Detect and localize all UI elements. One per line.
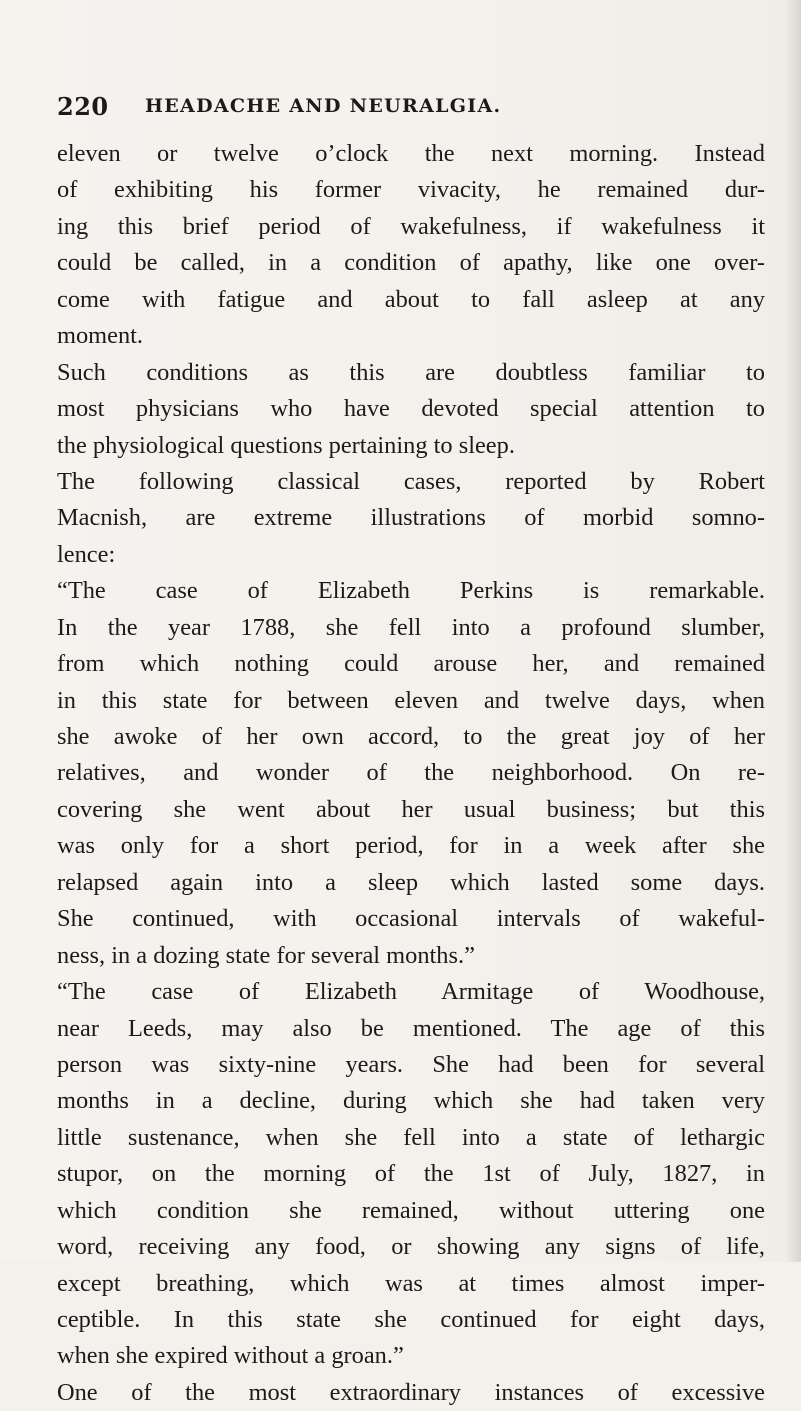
text-line: Macnish, are extreme illustrations of morbid somno- xyxy=(57,504,765,532)
text-line: “The case of Elizabeth Armitage of Woodhouse, xyxy=(57,978,765,1006)
text-line: covering she went about her usual business; but this xyxy=(57,795,765,823)
text-line: come with fatigue and about to fall asleep at any xyxy=(57,285,765,313)
running-head: HEADACHE AND NEURALGIA. xyxy=(145,95,502,117)
text-line: near Leeds, may also be mentioned. The age of this xyxy=(57,1014,765,1042)
text-line: eleven or twelve o’clock the next morning. Instead xyxy=(57,140,765,167)
text-line: She continued, with occasional intervals of wakeful- xyxy=(57,905,765,933)
text-line: lence: xyxy=(57,540,116,568)
text-line: ceptible. In this state she continued for eight days, xyxy=(57,1306,765,1333)
text-line: was only for a short period, for in a week after she xyxy=(57,832,765,860)
text-line: from which nothing could arouse her, and remained xyxy=(57,650,765,678)
text-line: ing this brief period of wakefulness, if wakefulness it xyxy=(57,212,765,240)
text-line: “The case of Elizabeth Perkins is remarkable. xyxy=(57,577,765,605)
text-line: little sustenance, when she fell into a state of lethargic xyxy=(57,1123,765,1151)
text-line: ness, in a dozing state for several months.” xyxy=(57,941,475,969)
text-line: word, receiving any food, or showing any signs of life, xyxy=(57,1233,765,1261)
page-number: 220 xyxy=(57,92,109,121)
text-line: which condition she remained, without uttering one xyxy=(57,1196,765,1224)
text-line: stupor, on the morning of the 1st of July, 1827, in xyxy=(57,1160,765,1188)
text-line: she awoke of her own accord, to the great joy of her xyxy=(57,723,765,750)
text-line: of exhibiting his former vivacity, he remained dur- xyxy=(57,176,765,204)
text-line: One of the most extraordinary instances of excessive xyxy=(57,1378,765,1406)
text-line: moment. xyxy=(57,322,144,350)
text-line: Such conditions as this are doubtless familiar to xyxy=(57,358,765,386)
text-line: The following classical cases, reported by Robert xyxy=(57,467,765,495)
text-line: the physiological questions pertaining to sleep. xyxy=(57,431,515,459)
text-line: except breathing, which was at times almost imper- xyxy=(57,1269,765,1297)
text-line: most physicians who have devoted special attention to xyxy=(57,395,765,423)
text-line: when she expired without a groan.” xyxy=(57,1342,404,1370)
text-line: relapsed again into a sleep which lasted some days. xyxy=(57,868,765,896)
body-text xyxy=(57,136,765,1411)
text-line: in this state for between eleven and twelve days, when xyxy=(57,686,765,714)
text-line: In the year 1788, she fell into a profound slumber, xyxy=(57,613,765,641)
text-line: could be called, in a condition of apathy, like one over- xyxy=(57,249,765,277)
text-line: person was sixty-nine years. She had been for several xyxy=(57,1050,765,1078)
text-line: relatives, and wonder of the neighborhood. On re- xyxy=(57,759,765,787)
page-edge-shadow xyxy=(785,0,801,1262)
text-line: months in a decline, during which she had taken very xyxy=(57,1087,765,1115)
page-header xyxy=(57,92,757,132)
